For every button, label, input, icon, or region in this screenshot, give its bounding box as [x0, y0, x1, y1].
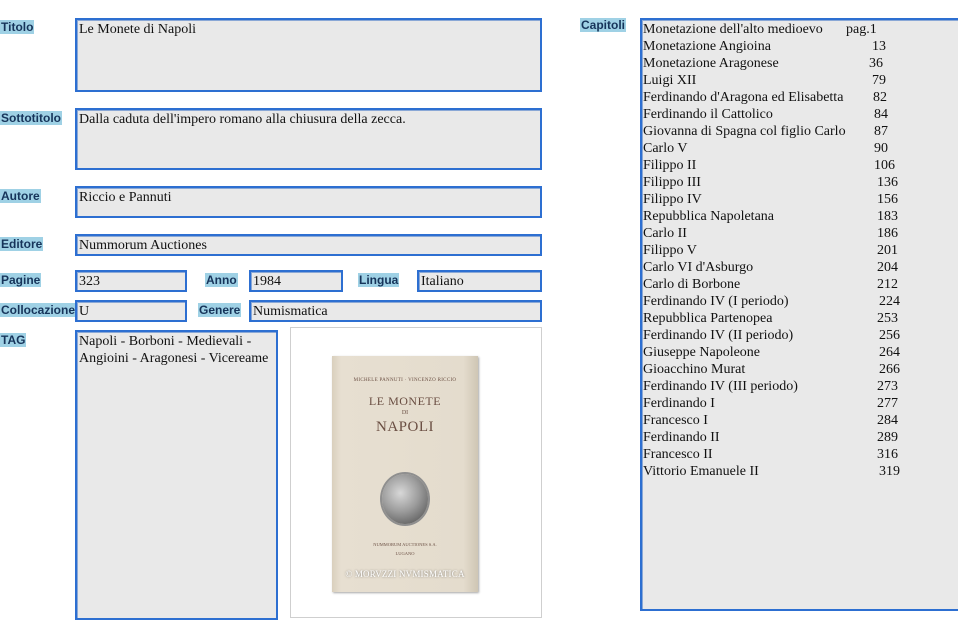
chapter-page: 264 — [879, 345, 900, 360]
chapter-title: Repubblica Partenopea — [643, 311, 773, 326]
label-lingua: Lingua — [359, 273, 399, 287]
chapter-row — [643, 38, 958, 55]
cover-image-frame — [290, 327, 542, 618]
label-collocazione: Collocazione — [1, 303, 76, 317]
chapter-title: Filippo II — [643, 158, 697, 173]
cover-watermark: © MORVZZI NVMISMATICA — [345, 569, 465, 579]
chapter-page: 204 — [877, 260, 898, 275]
label-tag: TAG — [1, 333, 26, 347]
chapter-title: Ferdinando II — [643, 430, 720, 445]
capitoli-field[interactable] — [640, 18, 958, 611]
chapter-title: Gioacchino Murat — [643, 362, 746, 377]
chapter-row — [643, 378, 958, 395]
chapter-row — [643, 344, 958, 361]
chapter-title: Filippo V — [643, 243, 697, 258]
tag-field[interactable]: Napoli - Borboni - Medievali - Angioini - Aragonesi - Vicereame — [75, 330, 278, 620]
chapter-page: 106 — [874, 158, 895, 173]
chapter-page: 212 — [877, 277, 898, 292]
chapter-title: Ferdinando I — [643, 396, 715, 411]
chapter-row — [643, 140, 958, 157]
chapter-row — [643, 276, 958, 293]
chapter-page: 256 — [879, 328, 900, 343]
chapter-title: Luigi XII — [643, 73, 697, 88]
chapter-page: 284 — [877, 413, 898, 428]
chapter-row — [643, 157, 958, 174]
titolo-field[interactable]: Le Monete di Napoli — [75, 18, 542, 92]
chapter-row — [643, 429, 958, 446]
chapter-title: Carlo di Borbone — [643, 277, 741, 292]
chapter-page: 266 — [879, 362, 900, 377]
pagine-field[interactable]: 323 — [75, 270, 187, 292]
cover-authors: MICHELE PANNUTI · VINCENZO RICCIO — [353, 378, 457, 383]
chapter-title: Giuseppe Napoleone — [643, 345, 761, 360]
chapter-title: Francesco II — [643, 447, 713, 462]
chapter-title: Filippo IV — [643, 192, 702, 207]
chapter-row — [643, 446, 958, 463]
chapter-row — [643, 361, 958, 378]
chapter-page: 277 — [877, 396, 898, 411]
genere-field[interactable]: Numismatica — [249, 300, 542, 322]
capitoli-list — [643, 21, 958, 480]
chapter-title: Carlo V — [643, 141, 688, 156]
chapter-page: 316 — [877, 447, 898, 462]
chapter-page: 90 — [874, 141, 888, 156]
label-anno: Anno — [206, 273, 237, 287]
chapter-row — [643, 242, 958, 259]
chapter-title: Filippo III — [643, 175, 701, 190]
book-cover-image — [332, 356, 478, 592]
chapter-row — [643, 208, 958, 225]
chapter-row — [643, 412, 958, 429]
chapter-title: Ferdinando il Cattolico — [643, 107, 773, 122]
chapter-page: 201 — [877, 243, 898, 258]
label-capitoli: Capitoli — [581, 18, 625, 32]
chapter-page: 319 — [879, 464, 900, 479]
chapter-page: 79 — [872, 73, 886, 88]
chapter-page: 273 — [877, 379, 898, 394]
chapter-row — [643, 89, 958, 106]
autore-field[interactable]: Riccio e Pannuti — [75, 186, 542, 218]
cover-title-line3: NAPOLI — [376, 419, 434, 435]
label-pagine: Pagine — [1, 273, 41, 287]
chapter-title: Vittorio Emanuele II — [643, 464, 759, 479]
chapter-title: Monetazione dell'alto medioevo — [643, 22, 823, 37]
cover-title-line2: DI — [401, 410, 409, 416]
chapter-page: 253 — [877, 311, 898, 326]
chapter-page: pag.1 — [846, 22, 877, 37]
chapter-row — [643, 327, 958, 344]
lingua-field[interactable]: Italiano — [417, 270, 542, 292]
chapter-page: 289 — [877, 430, 898, 445]
chapter-title: Monetazione Angioina — [643, 39, 771, 54]
chapter-title: Francesco I — [643, 413, 708, 428]
chapter-row — [643, 225, 958, 242]
chapter-page: 183 — [877, 209, 898, 224]
chapter-row — [643, 310, 958, 327]
label-genere: Genere — [199, 303, 241, 317]
chapter-row — [643, 174, 958, 191]
label-sottotitolo: Sottotitolo — [1, 111, 61, 125]
cover-title-line1: LE MONETE — [368, 394, 442, 408]
chapter-page: 224 — [879, 294, 900, 309]
collocazione-field[interactable]: U — [75, 300, 187, 322]
coin-image — [382, 474, 428, 524]
chapter-row — [643, 72, 958, 89]
chapter-page: 84 — [874, 107, 888, 122]
cover-publisher: NUMMORUM AUCTIONES S.A. — [373, 542, 437, 547]
chapter-row — [643, 259, 958, 276]
chapter-title: Carlo VI d'Asburgo — [643, 260, 754, 275]
sottotitolo-field[interactable]: Dalla caduta dell'impero romano alla chiusura della zecca. — [75, 108, 542, 170]
editore-field[interactable]: Nummorum Auctiones — [75, 234, 542, 256]
cover-city: LUGANO — [395, 551, 415, 556]
chapter-row — [643, 191, 958, 208]
chapter-page: 87 — [874, 124, 888, 139]
chapter-row — [643, 463, 958, 480]
chapter-title: Ferdinando IV (III periodo) — [643, 379, 798, 394]
chapter-row — [643, 395, 958, 412]
label-titolo: Titolo — [1, 20, 34, 34]
chapter-title: Giovanna di Spagna col figlio Carlo — [643, 124, 846, 139]
chapter-row — [643, 55, 958, 72]
chapter-page: 156 — [877, 192, 898, 207]
chapter-page: 36 — [869, 56, 883, 71]
chapter-page: 186 — [877, 226, 898, 241]
chapter-page: 82 — [873, 90, 887, 105]
chapter-row — [643, 21, 958, 38]
chapter-row — [643, 293, 958, 310]
chapter-title: Repubblica Napoletana — [643, 209, 775, 224]
anno-field[interactable]: 1984 — [249, 270, 343, 292]
label-autore: Autore — [1, 189, 40, 203]
chapter-row — [643, 106, 958, 123]
chapter-page: 13 — [872, 39, 886, 54]
chapter-title: Carlo II — [643, 226, 687, 241]
chapter-title: Ferdinando IV (I periodo) — [643, 294, 789, 309]
chapter-title: Monetazione Aragonese — [643, 56, 779, 71]
chapter-title: Ferdinando d'Aragona ed Elisabetta — [643, 90, 844, 105]
chapter-row — [643, 123, 958, 140]
chapter-page: 136 — [877, 175, 898, 190]
label-editore: Editore — [1, 237, 43, 251]
chapter-title: Ferdinando IV (II periodo) — [643, 328, 794, 343]
